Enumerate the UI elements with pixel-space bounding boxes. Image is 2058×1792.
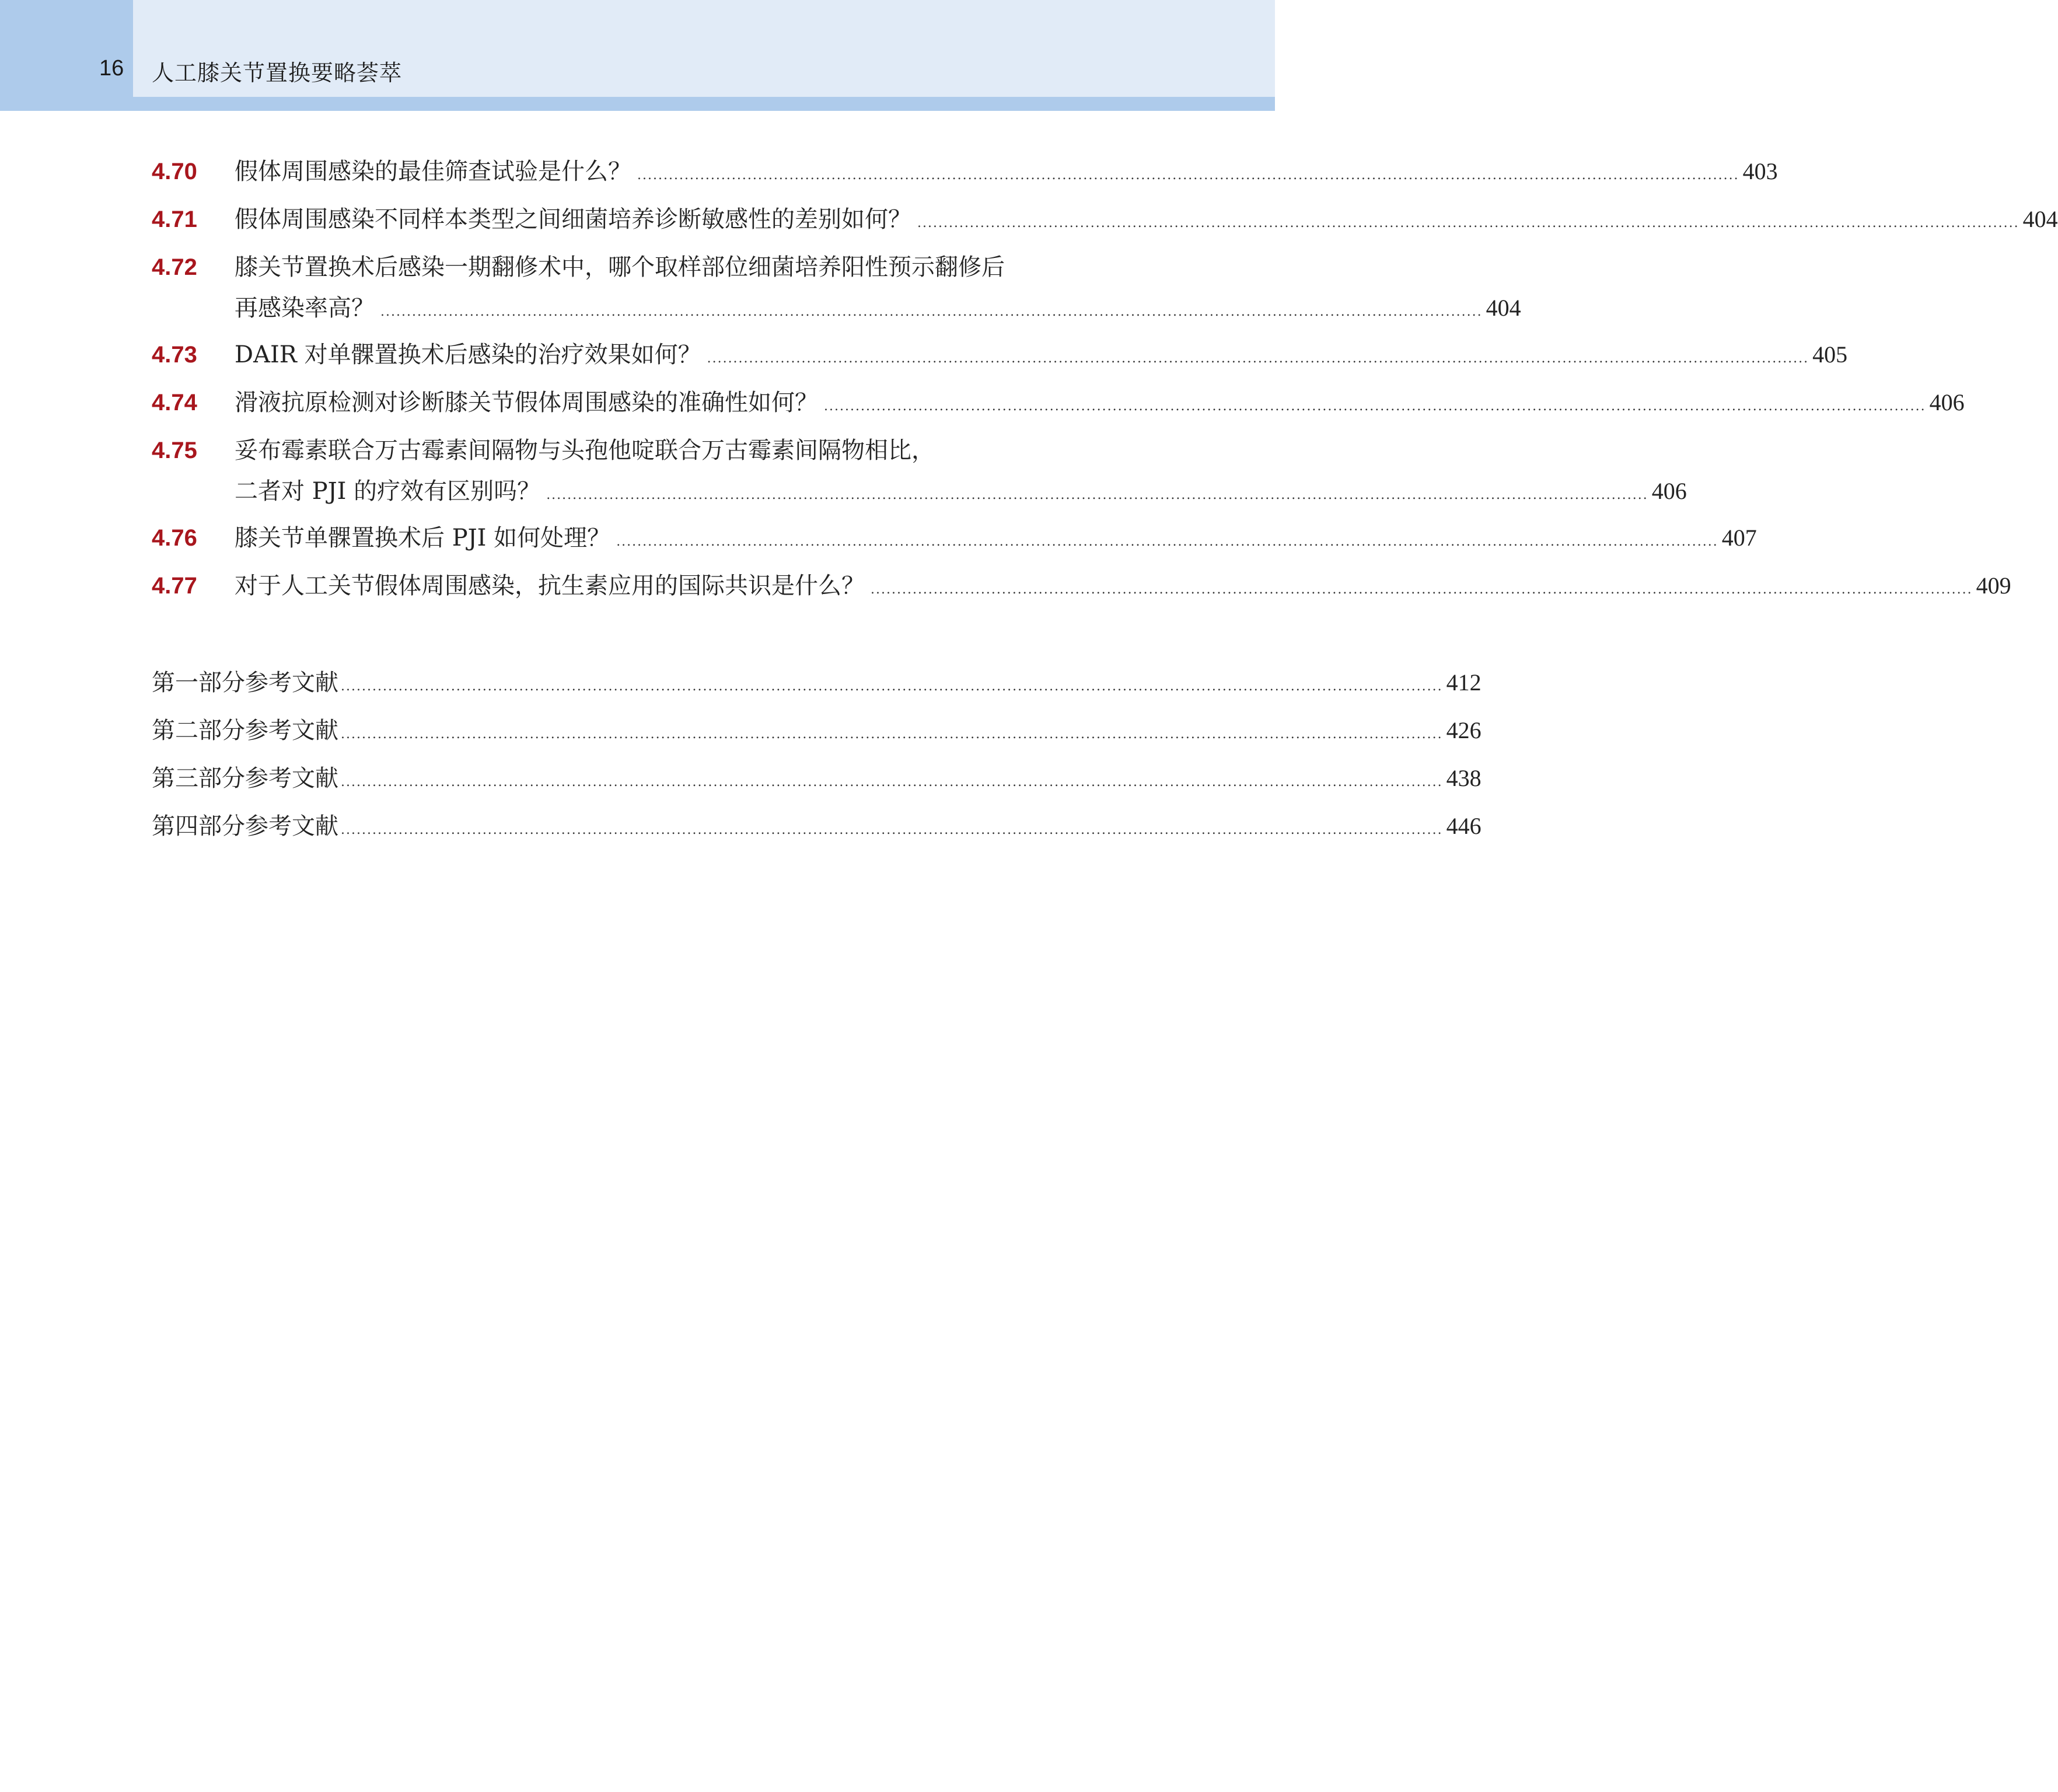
reference-entry[interactable] [152,669,1482,701]
entry-number: 4.75 [152,438,197,463]
entry-line [235,341,1848,373]
entry-line [235,158,1778,190]
entry-number: 4.70 [152,159,197,184]
dot-leader: .................................................................................................................................................................................................................. [341,775,1443,790]
reference-title: 第四部分参考文献 [152,813,338,840]
reference-title: 第一部分参考文献 [152,669,338,696]
reference-title: 第三部分参考文献 [152,765,338,792]
reference-page: 412 [1446,669,1482,696]
entry-number: 4.72 [152,254,197,280]
entry-page: 409 [1976,572,2011,599]
entry-line [235,477,1687,509]
entry-title: DAIR 对单髁置换术后感染的治疗效果如何？ [235,341,701,368]
entry-line [235,524,1757,556]
entry-title-line1: 妥布霉素联合万古霉素间隔物与头孢他啶联合万古霉素间隔物相比， [235,437,935,464]
entry-page: 406 [1929,389,1965,415]
entry-number: 4.73 [152,342,197,368]
entry-page: 405 [1812,341,1848,368]
entry-page: 407 [1721,525,1757,551]
entry-number: 4.77 [152,573,197,599]
reference-entry[interactable] [152,717,1482,749]
reference-page: 438 [1446,765,1482,791]
reference-page: 426 [1446,717,1482,743]
running-title: 人工膝关节置换要略荟萃 [152,60,403,86]
reference-page: 446 [1446,813,1482,839]
entry-line [235,294,1521,326]
entry-number: 4.76 [152,525,197,551]
entry-title: 二者对 PJI 的疗效有区别吗？ [235,478,541,505]
dot-leader: .................................................................................................................................................................................................................. [824,399,1926,414]
dot-leader: .................................................................................................................................................................................................................. [917,216,2019,230]
entry-number: 4.74 [152,390,197,415]
dot-leader: .................................................................................................................................................................................................................. [546,488,1648,502]
dot-leader: .................................................................................................................................................................................................................. [341,823,1443,837]
entry-page: 403 [1742,158,1778,184]
entry-line [235,572,2011,604]
dot-leader: .................................................................................................................................................................................................................. [380,305,1483,319]
dot-leader: .................................................................................................................................................................................................................. [871,582,1973,597]
header-tab [0,0,133,111]
entry-number: 4.71 [152,207,197,232]
dot-leader: .................................................................................................................................................................................................................. [637,168,1739,183]
dot-leader: .................................................................................................................................................................................................................. [341,679,1443,694]
entry-page: 404 [1486,295,1521,321]
entry-title: 假体周围感染的最佳筛查试验是什么？ [235,158,631,185]
entry-line [235,205,2058,237]
dot-leader: .................................................................................................................................................................................................................. [707,351,1809,366]
entry-title: 滑液抗原检测对诊断膝关节假体周围感染的准确性如何？ [235,389,818,416]
header-rule [0,97,1275,111]
entry-page: 406 [1651,478,1687,504]
entry-title: 假体周围感染不同样本类型之间细菌培养诊断敏感性的差别如何？ [235,206,911,233]
entry-title: 膝关节单髁置换术后 PJI 如何处理？ [235,525,611,551]
entry-title: 再感染率高？ [235,295,375,322]
page-number: 16 [99,56,124,81]
page-header [0,0,1275,111]
reference-entry[interactable] [152,812,1482,844]
entry-title-line1: 膝关节置换术后感染一期翻修术中，哪个取样部位细菌培养阳性预示翻修后 [235,254,1005,281]
entry-page: 404 [2022,206,2058,232]
dot-leader: .................................................................................................................................................................................................................. [616,535,1718,549]
reference-title: 第二部分参考文献 [152,717,338,744]
reference-entry[interactable] [152,764,1482,797]
dot-leader: .................................................................................................................................................................................................................. [341,727,1443,742]
entry-line [235,389,1965,421]
entry-title: 对于人工关节假体周围感染，抗生素应用的国际共识是什么？ [235,572,865,599]
